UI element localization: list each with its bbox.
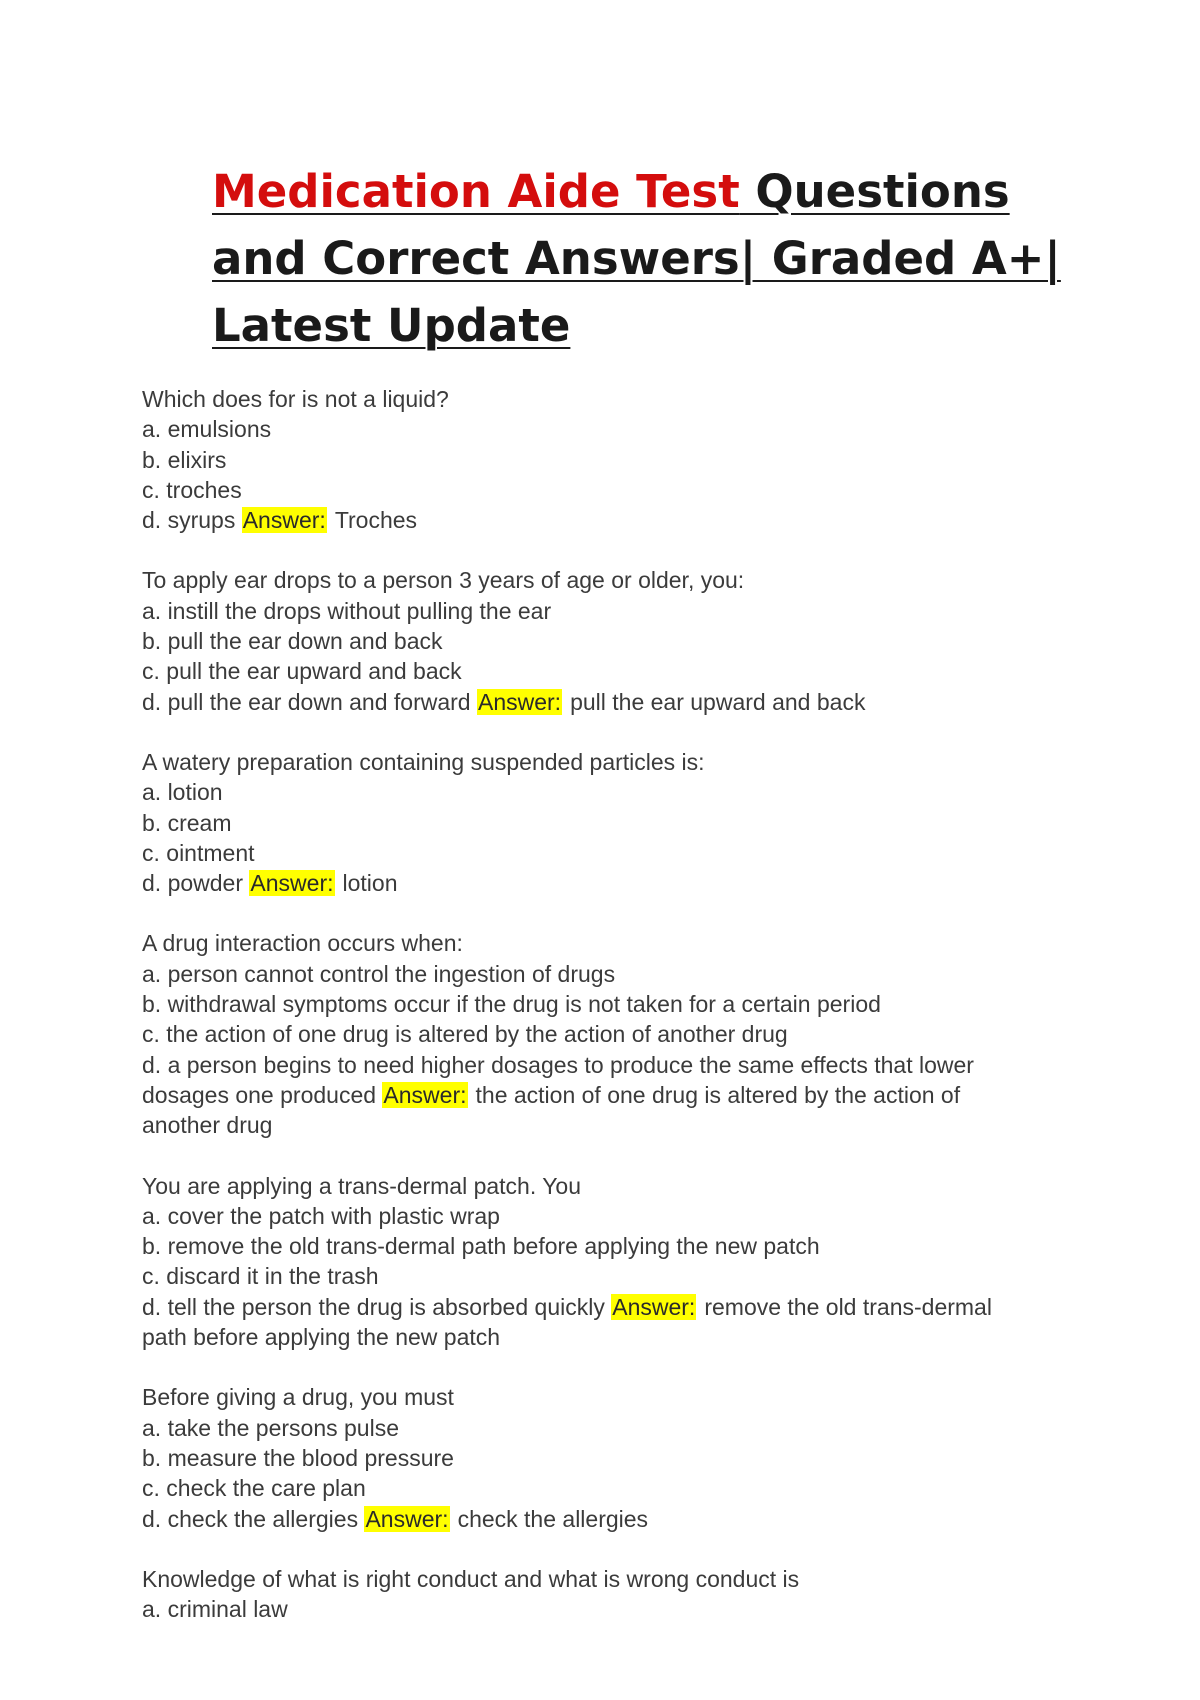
- option-c: c. pull the ear upward and back: [142, 658, 462, 685]
- option-d: d. syrups: [142, 507, 236, 534]
- option-d-with-answer: [142, 868, 1042, 898]
- answer-label: Answer:: [383, 1081, 467, 1108]
- question-stem: To apply ear drops to a person 3 years of age or older, you:: [142, 567, 745, 594]
- document-title: [212, 158, 1061, 359]
- option-c: c. the action of one drug is altered by the action of another drug: [142, 1021, 788, 1048]
- option-b: b. elixirs: [142, 446, 227, 473]
- question-block: [142, 384, 1042, 535]
- answer-text: remove the old trans-dermal path before applying the new patch: [142, 1293, 992, 1351]
- option-a: a. lotion: [142, 779, 223, 806]
- title-red-text: Medication Aide Test: [212, 165, 740, 218]
- option-d: d. a person begins to need higher dosages to produce the same effects that lower dosages one produced: [142, 1051, 974, 1108]
- question-block: [142, 928, 1042, 1140]
- option-a: a. take the persons pulse: [142, 1414, 399, 1441]
- title-line-1: [212, 158, 1012, 225]
- option-a: a. person cannot control the ingestion of drugs: [142, 960, 616, 987]
- question-block: [142, 1171, 1042, 1353]
- option-d-with-answer: [142, 687, 1042, 717]
- option-b: b. remove the old trans-dermal path before applying the new patch: [142, 1233, 820, 1260]
- option-d-with-answer: [142, 1504, 1042, 1534]
- answer-text: the action of one drug is altered by the action of another drug: [142, 1081, 961, 1139]
- title-line-2: and Correct Answers| Graded A+|: [212, 232, 1061, 285]
- option-d-with-answer: [142, 505, 1042, 535]
- title-line-3: Latest Update: [212, 299, 571, 352]
- answer-text: check the allergies: [457, 1505, 649, 1532]
- option-d: d. pull the ear down and forward: [142, 688, 471, 715]
- answer-label: Answer:: [250, 870, 334, 897]
- option-c: c. ointment: [142, 839, 255, 866]
- option-b: b. withdrawal symptoms occur if the drug is not taken for a certain period: [142, 991, 881, 1018]
- question-block: [142, 1382, 1042, 1533]
- option-c: c. discard it in the trash: [142, 1263, 379, 1290]
- answer-text: lotion: [342, 870, 398, 897]
- option-d-with-answer: [142, 1050, 1042, 1141]
- question-stem: Before giving a drug, you must: [142, 1384, 454, 1411]
- title-line-1-rest: Questions: [739, 165, 1010, 218]
- option-c: c. troches: [142, 476, 242, 503]
- option-c: c. check the care plan: [142, 1475, 366, 1502]
- option-d: d. tell the person the drug is absorbed quickly: [142, 1293, 605, 1320]
- question-block: [142, 565, 1042, 716]
- answer-label: Answer:: [365, 1505, 449, 1532]
- questions-list: [142, 384, 1042, 1654]
- question-stem: Which does for is not a liquid?: [142, 386, 449, 412]
- answer-text: Troches: [334, 507, 418, 534]
- option-a: a. emulsions: [142, 416, 272, 443]
- option-b: b. cream: [142, 809, 232, 836]
- option-b: b. measure the blood pressure: [142, 1444, 454, 1471]
- option-a: a. instill the drops without pulling the ear: [142, 597, 552, 624]
- question-stem: A watery preparation containing suspended particles is:: [142, 748, 705, 775]
- question-stem: A drug interaction occurs when:: [142, 930, 463, 957]
- option-a: a. cover the patch with plastic wrap: [142, 1202, 500, 1229]
- answer-text: pull the ear upward and back: [570, 688, 866, 715]
- question-stem: You are applying a trans-dermal patch. You: [142, 1172, 582, 1199]
- answer-label: Answer:: [612, 1293, 696, 1320]
- option-d: d. powder: [142, 870, 244, 897]
- question-stem: Knowledge of what is right conduct and what is wrong conduct is: [142, 1565, 800, 1592]
- option-b: b. pull the ear down and back: [142, 628, 443, 655]
- question-block: [142, 1564, 1042, 1625]
- option-d: d. check the allergies: [142, 1505, 359, 1532]
- answer-label: Answer:: [242, 507, 326, 534]
- question-block: [142, 747, 1042, 898]
- answer-label: Answer:: [477, 688, 562, 715]
- option-d-with-answer: [142, 1292, 1042, 1353]
- option-a: a. criminal law: [142, 1596, 288, 1623]
